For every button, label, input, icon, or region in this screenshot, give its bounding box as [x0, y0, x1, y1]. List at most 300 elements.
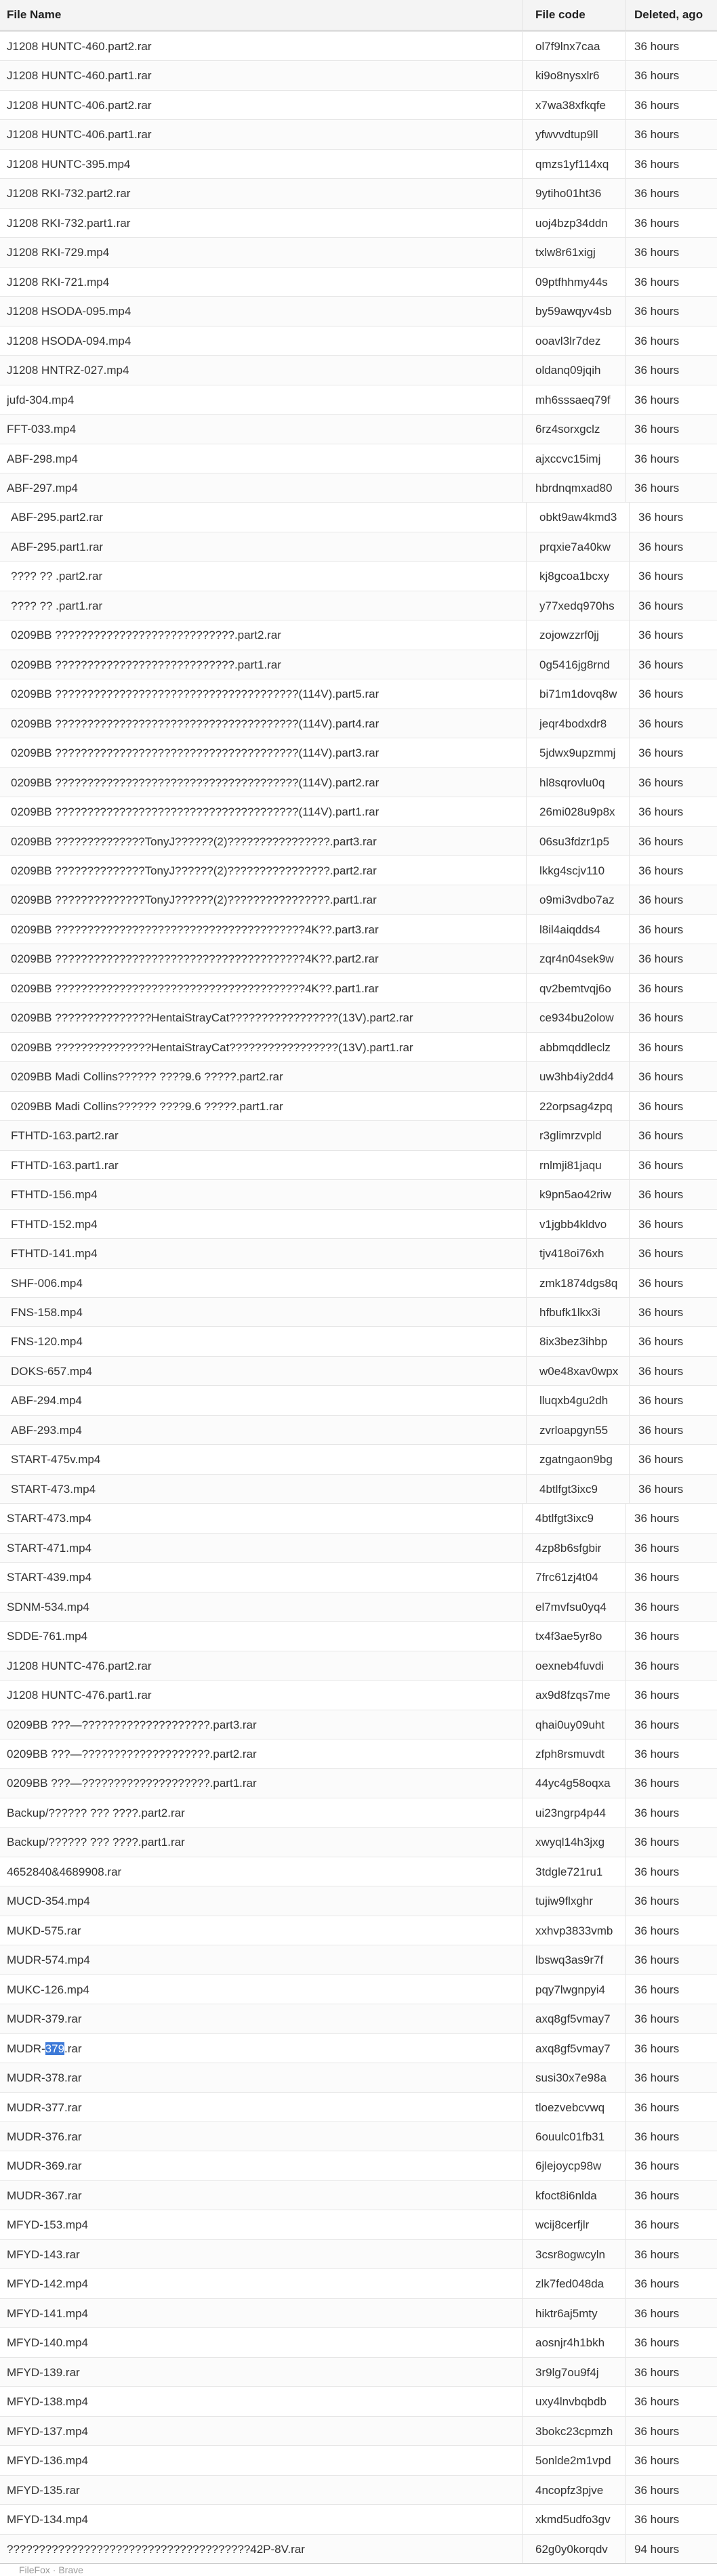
table-row[interactable] [0, 2386, 717, 2416]
table-row[interactable] [0, 208, 717, 238]
file-code-cell[interactable]: 3csr8ogwcyln [535, 2247, 605, 2261]
table-row[interactable] [0, 973, 717, 1003]
table-row[interactable] [0, 119, 717, 149]
file-name-cell[interactable]: 0209BB ???????????????????????????????????????4K??.part3.rar [11, 923, 379, 936]
column-divider [522, 2446, 523, 2475]
file-name-cell[interactable]: jufd-304.mp4 [7, 393, 75, 406]
file-name-cell[interactable]: MFYD-135.rar [7, 2483, 80, 2497]
file-name-cell[interactable]: 0209BB ??????????????TonyJ??????(2)????????????????.part3.rar [11, 835, 377, 848]
file-name-cell[interactable]: DOKS-657.mp4 [11, 1364, 92, 1378]
file-name-cell[interactable]: J1208 HUNTC-460.part1.rar [7, 69, 152, 83]
table-row[interactable] [0, 2327, 717, 2357]
file-code-cell[interactable]: ce934bu2olow [539, 1011, 614, 1025]
file-name-cell[interactable]: 0209BB ???—????????????????????.part3.rar [7, 1718, 257, 1731]
file-code-cell[interactable]: 44yc4g58oqxa [535, 1777, 611, 1790]
file-code-cell[interactable]: rnlmji81jaqu [539, 1158, 602, 1172]
file-code-cell[interactable]: qhai0uy09uht [535, 1718, 605, 1731]
file-code-cell[interactable]: bi71m1dovq8w [539, 688, 617, 701]
file-name-cell[interactable]: ABF-298.mp4 [7, 452, 78, 465]
column-divider [526, 827, 527, 856]
table-row[interactable] [0, 31, 717, 61]
file-name-cell[interactable]: MFYD-134.mp4 [7, 2513, 88, 2527]
table-row[interactable] [0, 1444, 717, 1474]
file-name-cell[interactable]: J1208 RKI-729.mp4 [7, 246, 110, 259]
column-divider [522, 444, 523, 473]
file-code-cell[interactable]: aosnjr4h1bkh [535, 2336, 605, 2350]
file-code-cell[interactable]: 9ytiho01ht36 [535, 187, 602, 200]
deleted-ago-cell: 36 hours [638, 1482, 684, 1496]
file-name-cell[interactable]: SDDE-761.mp4 [7, 1630, 88, 1643]
table-row[interactable] [0, 2504, 717, 2534]
table-row[interactable] [0, 1916, 717, 1945]
file-name-cell[interactable]: J1208 HSODA-094.mp4 [7, 334, 131, 347]
column-divider [526, 738, 527, 767]
table-row[interactable] [0, 473, 717, 503]
file-name-cell[interactable]: MUDR-376.rar [7, 2130, 82, 2144]
column-divider [526, 1180, 527, 1209]
file-code-cell[interactable]: qmzs1yf114xq [535, 157, 609, 171]
file-code-cell[interactable]: oldanq09jqih [535, 364, 601, 377]
file-name-cell[interactable]: MFYD-142.mp4 [7, 2277, 88, 2291]
file-code-cell[interactable]: qv2bemtvqj6o [539, 981, 611, 995]
file-code-cell[interactable]: 4ncopfz3pjve [535, 2483, 604, 2497]
file-code-cell[interactable]: o9mi3vdbo7az [539, 893, 615, 907]
table-row[interactable] [0, 1768, 717, 1798]
file-code-cell[interactable]: x7wa38xfkqfe [535, 98, 606, 112]
table-row[interactable] [0, 1120, 717, 1150]
file-name-cell[interactable]: MUDR-378.rar [7, 2071, 82, 2085]
file-code-cell[interactable]: hbrdnqmxad80 [535, 481, 613, 494]
column-divider [526, 503, 527, 532]
table-row[interactable] [0, 738, 717, 767]
file-code-cell[interactable]: ui23ngrp4p44 [535, 1806, 606, 1819]
table-row[interactable] [0, 1680, 717, 1710]
file-code-cell[interactable]: tloezvebcvwq [535, 2100, 605, 2114]
file-name-cell[interactable]: 0209BB ??????????????????????????????????????(114V).part1.rar [11, 805, 380, 819]
file-code-cell[interactable]: 22orpsag4zpq [539, 1099, 613, 1113]
file-name-cell[interactable]: 0209BB ??????????????????????????????????????(114V).part5.rar [11, 688, 380, 701]
file-code-cell[interactable]: 62g0y0korqdv [535, 2542, 608, 2556]
file-code-cell[interactable]: 4btlfgt3ixc9 [535, 1512, 594, 1525]
file-code-cell[interactable]: ki9o8nysxlr6 [535, 69, 600, 83]
table-row[interactable] [0, 2092, 717, 2122]
file-code-cell[interactable]: 5jdwx9upzmmj [539, 746, 616, 760]
table-row[interactable] [0, 1857, 717, 1886]
file-name-cell[interactable]: J1208 RKI-721.mp4 [7, 275, 110, 289]
table-row[interactable] [0, 1827, 717, 1857]
file-name-cell[interactable]: MFYD-143.rar [7, 2247, 80, 2261]
file-code-cell[interactable]: wcij8cerfjlr [535, 2218, 590, 2232]
file-name-cell[interactable]: MUDR-379.rar [7, 2042, 82, 2055]
table-row[interactable] [0, 267, 717, 297]
file-name-cell[interactable]: ??????????????????????????????????????42P-8V.rar [7, 2542, 305, 2556]
table-row[interactable] [0, 1474, 717, 1504]
file-code-cell[interactable]: lkkg4scjv110 [539, 864, 605, 878]
file-code-cell[interactable]: 5onlde2m1vpd [535, 2454, 611, 2468]
file-name-cell[interactable]: 0209BB ???????????????????????????????????????4K??.part1.rar [11, 981, 379, 995]
file-code-cell[interactable]: tx4f3ae5yr8o [535, 1630, 602, 1643]
file-name-cell[interactable]: J1208 HUNTC-395.mp4 [7, 157, 131, 171]
table-row[interactable] [0, 2445, 717, 2475]
file-code-cell[interactable]: zfph8rsmuvdt [535, 1747, 605, 1760]
file-name-cell[interactable]: 0209BB ??????????????TonyJ??????(2)????????????????.part2.rar [11, 864, 377, 878]
file-code-cell[interactable]: hl8sqrovlu0q [539, 776, 605, 789]
table-row[interactable] [0, 385, 717, 415]
file-name-cell[interactable]: ???? ?? .part1.rar [11, 599, 103, 612]
file-name-cell[interactable]: J1208 HUNTC-460.part2.rar [7, 40, 152, 53]
file-code-cell[interactable]: yfwvvdtup9ll [535, 128, 598, 142]
file-name-cell[interactable]: Backup/?????? ??? ????.part1.rar [7, 1836, 185, 1849]
table-row[interactable] [0, 2268, 717, 2298]
table-row[interactable] [0, 885, 717, 914]
file-code-cell[interactable]: ax9d8fzqs7me [535, 1689, 611, 1702]
file-code-cell[interactable]: w0e48xav0wpx [539, 1364, 619, 1378]
file-code-cell[interactable]: 4btlfgt3ixc9 [539, 1482, 598, 1496]
file-name-cell[interactable]: 0209BB Madi Collins?????? ????9.6 ?????.part2.rar [11, 1070, 283, 1084]
table-row[interactable] [0, 1209, 717, 1239]
table-row[interactable] [0, 1326, 717, 1356]
file-code-cell[interactable]: k9pn5ao42riw [539, 1188, 611, 1202]
file-code-cell[interactable]: 0g5416jg8rnd [539, 658, 610, 671]
column-divider [522, 1886, 523, 1916]
file-code-cell[interactable]: 7frc61zj4t04 [535, 1571, 598, 1584]
file-name-cell[interactable]: MFYD-136.mp4 [7, 2454, 88, 2468]
file-name-cell[interactable]: MUCD-354.mp4 [7, 1895, 90, 1908]
file-name-cell[interactable]: FTHTD-141.mp4 [11, 1247, 98, 1261]
file-code-cell[interactable]: kj8gcoa1bcxy [539, 570, 610, 583]
file-name-cell[interactable]: 0209BB ??????????????????????????????????????(114V).part2.rar [11, 776, 380, 789]
file-name-cell[interactable]: 0209BB Madi Collins?????? ????9.6 ?????.part1.rar [11, 1099, 283, 1113]
table-row[interactable] [0, 1739, 717, 1769]
column-divider [629, 503, 630, 532]
file-code-cell[interactable]: kfoct8i6nlda [535, 2189, 597, 2202]
table-row[interactable] [0, 591, 717, 620]
table-row[interactable] [0, 2151, 717, 2180]
col-header-file-code[interactable]: File code [535, 8, 586, 21]
file-name-cell[interactable]: FFT-033.mp4 [7, 423, 77, 436]
table-row[interactable] [0, 355, 717, 385]
table-row[interactable] [0, 1798, 717, 1828]
file-name-cell[interactable]: MFYD-139.rar [7, 2365, 80, 2379]
file-name-cell[interactable]: MUDR-379.rar [7, 2012, 82, 2026]
table-row[interactable] [0, 2475, 717, 2505]
table-row[interactable] [0, 2180, 717, 2210]
file-name-cell[interactable]: START-475v.mp4 [11, 1453, 101, 1466]
file-code-cell[interactable]: l8il4aiqdds4 [539, 923, 600, 936]
file-code-cell[interactable]: by59awqyv4sb [535, 305, 612, 318]
table-row[interactable] [0, 1710, 717, 1739]
file-code-cell[interactable]: 6rz4sorxgclz [535, 423, 600, 436]
table-row[interactable] [0, 2121, 717, 2151]
file-name-cell[interactable]: MUKC-126.mp4 [7, 1983, 89, 1996]
column-divider [625, 385, 626, 415]
file-name-cell[interactable]: MFYD-153.mp4 [7, 2218, 88, 2232]
table-row[interactable] [0, 2033, 717, 2063]
file-code-cell[interactable]: zlk7fed048da [535, 2277, 605, 2291]
table-row[interactable] [0, 237, 717, 267]
table-row[interactable] [0, 149, 717, 179]
table-row[interactable] [0, 1533, 717, 1563]
file-code-cell[interactable]: xwyql14h3jxg [535, 1836, 605, 1849]
file-code-cell[interactable]: ol7f9lnx7caa [535, 40, 600, 53]
table-row[interactable] [0, 2416, 717, 2446]
file-code-cell[interactable]: abbmqddleclz [539, 1040, 611, 1054]
file-code-cell[interactable]: xkmd5udfo3gv [535, 2513, 611, 2527]
column-divider [625, 356, 626, 385]
file-name-cell[interactable]: ABF-295.part1.rar [11, 540, 104, 553]
table-row[interactable] [0, 2298, 717, 2328]
file-code-cell[interactable]: el7mvfsu0yq4 [535, 1600, 607, 1613]
deleted-ago-cell: 36 hours [634, 2306, 680, 2320]
table-row[interactable] [0, 2534, 717, 2564]
table-row[interactable] [0, 502, 717, 532]
deleted-ago-cell: 36 hours [638, 1217, 684, 1231]
file-name-cell[interactable]: FTHTD-156.mp4 [11, 1188, 98, 1202]
file-code-cell[interactable]: zgatngaon9bg [539, 1453, 613, 1466]
deleted-ago-cell: 36 hours [638, 1364, 684, 1378]
file-name-cell[interactable]: 0209BB ??????????????TonyJ??????(2)????????????????.part1.rar [11, 893, 377, 907]
table-row[interactable] [0, 561, 717, 591]
file-name-cell[interactable]: J1208 RKI-732.part2.rar [7, 187, 131, 200]
file-name-cell[interactable]: 0209BB ??????????????????????????????????????(114V).part3.rar [11, 746, 380, 760]
table-row[interactable] [0, 1975, 717, 2004]
table-row[interactable] [0, 60, 717, 90]
table-row[interactable] [0, 1562, 717, 1592]
table-row[interactable] [0, 1032, 717, 1062]
file-name-cell[interactable]: FNS-158.mp4 [11, 1306, 83, 1319]
file-code-cell[interactable]: tujiw9flxghr [535, 1895, 594, 1908]
table-row[interactable] [0, 1945, 717, 1975]
file-name-cell[interactable]: MUDR-367.rar [7, 2189, 82, 2202]
file-name-cell[interactable]: 4652840&4689908.rar [7, 1865, 122, 1878]
file-name-cell[interactable]: MFYD-141.mp4 [7, 2306, 88, 2320]
file-code-cell[interactable]: lbswq3as9r7f [535, 1954, 604, 1967]
file-name-cell[interactable]: MUDR-574.mp4 [7, 1954, 90, 1967]
table-row[interactable] [0, 444, 717, 473]
file-name-cell[interactable]: 0209BB ????????????????????????????.part1.rar [11, 658, 281, 671]
file-name-cell[interactable]: 0209BB ????????????????????????????.part2.rar [11, 629, 281, 642]
table-row[interactable] [0, 1621, 717, 1651]
file-code-cell[interactable]: uxy4lnvbqbdb [535, 2395, 607, 2409]
file-code-cell[interactable]: pqy7lwgnpyi4 [535, 1983, 606, 1996]
file-name-cell[interactable]: J1208 HUNTC-476.part2.rar [7, 1659, 152, 1672]
file-code-cell[interactable]: susi30x7e98a [535, 2071, 607, 2085]
file-name-cell[interactable]: 0209BB ???—????????????????????.part1.rar [7, 1777, 257, 1790]
table-row[interactable] [0, 414, 717, 444]
column-divider [629, 679, 630, 709]
column-divider [625, 1681, 626, 1710]
deleted-ago-cell: 36 hours [634, 2130, 680, 2144]
file-name-cell[interactable]: J1208 HUNTC-406.part2.rar [7, 98, 152, 112]
table-row[interactable] [0, 650, 717, 679]
table-row[interactable] [0, 1503, 717, 1533]
file-code-cell[interactable]: 3bokc23cpmzh [535, 2424, 613, 2438]
file-name-cell[interactable]: MUDR-369.rar [7, 2159, 82, 2173]
file-code-cell[interactable]: 4zp8b6sfgbir [535, 1541, 602, 1555]
table-row[interactable] [0, 856, 717, 885]
file-code-cell[interactable]: 06su3fdzr1p5 [539, 835, 610, 848]
column-divider [522, 1945, 523, 1975]
table-row[interactable] [0, 2004, 717, 2033]
file-code-cell[interactable]: hiktr6aj5mty [535, 2306, 598, 2320]
column-divider [629, 1033, 630, 1062]
table-row[interactable] [0, 797, 717, 826]
file-name-cell[interactable]: FTHTD-163.part1.rar [11, 1158, 119, 1172]
file-name-cell[interactable]: START-471.mp4 [7, 1541, 92, 1555]
file-code-cell[interactable]: prqxie7a40kw [539, 540, 611, 553]
column-divider [629, 1210, 630, 1239]
file-name-cell[interactable]: MFYD-137.mp4 [7, 2424, 88, 2438]
file-code-cell[interactable]: r3glimrzvpld [539, 1129, 602, 1143]
file-name-cell[interactable]: SDNM-534.mp4 [7, 1600, 89, 1613]
table-row[interactable] [0, 1297, 717, 1327]
file-code-cell[interactable]: 3tdgle721ru1 [535, 1865, 603, 1878]
file-name-cell[interactable]: ???? ?? .part2.rar [11, 570, 103, 583]
column-divider [629, 1357, 630, 1386]
file-code-cell[interactable]: 6ouulc01fb31 [535, 2130, 605, 2144]
file-code-cell[interactable]: 3r9lg7ou9f4j [535, 2365, 599, 2379]
table-row[interactable] [0, 1651, 717, 1681]
deleted-ago-cell: 36 hours [634, 1659, 680, 1672]
file-code-cell[interactable]: hfbufk1lkx3i [539, 1306, 600, 1319]
table-row[interactable] [0, 2239, 717, 2269]
file-code-cell[interactable]: 26mi028u9p8x [539, 805, 615, 819]
file-code-cell[interactable]: ooavl3lr7dez [535, 334, 601, 347]
file-name-cell[interactable]: MUDR-377.rar [7, 2100, 82, 2114]
file-name-cell[interactable]: J1208 HUNTC-476.part1.rar [7, 1689, 152, 1702]
deleted-ago-cell: 36 hours [634, 305, 680, 318]
file-code-cell[interactable]: axq8gf5vmay7 [535, 2042, 611, 2055]
table-row[interactable] [0, 532, 717, 562]
file-code-cell[interactable]: 09ptfhhmy44s [535, 275, 608, 289]
table-row[interactable] [0, 1061, 717, 1091]
table-row[interactable] [0, 679, 717, 709]
table-row[interactable] [0, 1415, 717, 1445]
file-code-cell[interactable]: ajxccvc15imj [535, 452, 601, 465]
table-row[interactable] [0, 296, 717, 326]
file-code-cell[interactable]: mh6sssaeq79f [535, 393, 611, 406]
deleted-ago-cell: 36 hours [634, 2365, 680, 2379]
deleted-ago-cell: 36 hours [634, 2218, 680, 2232]
table-row[interactable] [0, 767, 717, 797]
file-name-cell[interactable]: 0209BB ???—????????????????????.part2.rar [7, 1747, 257, 1760]
file-name-cell[interactable]: ABF-297.mp4 [7, 481, 78, 494]
table-row[interactable] [0, 1886, 717, 1916]
table-row[interactable] [0, 1356, 717, 1386]
table-row[interactable] [0, 1091, 717, 1121]
file-code-cell[interactable]: zmk1874dgs8q [539, 1276, 618, 1290]
column-divider [629, 591, 630, 620]
deleted-ago-cell: 36 hours [634, 187, 680, 200]
column-divider [522, 120, 523, 149]
file-name-cell[interactable]: 0209BB ???????????????HentaiStrayCat?????????????????(13V).part2.rar [11, 1011, 413, 1025]
table-row[interactable] [0, 620, 717, 650]
file-code-cell[interactable]: 6jlejoycp98w [535, 2159, 602, 2173]
table-row[interactable] [0, 2063, 717, 2092]
column-divider [522, 61, 523, 90]
file-name-cell[interactable]: J1208 RKI-732.part1.rar [7, 216, 131, 230]
file-name-cell[interactable]: START-473.mp4 [11, 1482, 96, 1496]
file-code-cell[interactable]: uoj4bzp34ddn [535, 216, 608, 230]
table-row[interactable] [0, 2210, 717, 2239]
file-code-cell[interactable]: oexneb4fuvdi [535, 1659, 605, 1672]
file-code-cell[interactable]: v1jgbb4kldvo [539, 1217, 607, 1231]
column-divider [522, 1592, 523, 1622]
file-name-cell[interactable]: 0209BB ??????????????????????????????????????(114V).part4.rar [11, 717, 380, 730]
file-name-cell[interactable]: FTHTD-163.part2.rar [11, 1129, 119, 1143]
file-name-cell[interactable]: START-439.mp4 [7, 1571, 92, 1584]
file-code-cell[interactable]: zqr4n04sek9w [539, 952, 614, 966]
table-row[interactable] [0, 2357, 717, 2387]
column-divider [625, 2387, 626, 2416]
col-header-file-name[interactable]: File Name [7, 8, 62, 21]
table-row[interactable] [0, 90, 717, 120]
file-name-cell[interactable]: 0209BB ???????????????HentaiStrayCat?????????????????(13V).part1.rar [11, 1040, 413, 1054]
file-code-cell[interactable]: uw3hb4iy2dd4 [539, 1070, 614, 1084]
file-code-cell[interactable]: lluqxb4gu2dh [539, 1394, 609, 1408]
file-code-cell[interactable]: zojowzzrf0jj [539, 629, 599, 642]
file-name-cell[interactable]: ABF-293.mp4 [11, 1423, 82, 1437]
table-row[interactable] [0, 709, 717, 738]
deleted-ago-cell: 36 hours [634, 2159, 680, 2173]
table-row[interactable] [0, 1179, 717, 1209]
column-divider [625, 1534, 626, 1563]
table-row[interactable] [0, 1592, 717, 1622]
file-name-cell[interactable]: START-473.mp4 [7, 1512, 92, 1525]
table-row[interactable] [0, 1268, 717, 1298]
file-name-cell[interactable]: MUKD-575.rar [7, 1924, 81, 1937]
table-row[interactable] [0, 1385, 717, 1415]
file-name-cell[interactable]: FTHTD-152.mp4 [11, 1217, 98, 1231]
deleted-ago-cell: 36 hours [634, 40, 680, 53]
file-name-cell[interactable]: MFYD-140.mp4 [7, 2336, 88, 2350]
file-code-cell[interactable]: axq8gf5vmay7 [535, 2012, 611, 2026]
table-row[interactable] [0, 1238, 717, 1268]
file-code-cell[interactable]: y77xedq970hs [539, 599, 615, 612]
file-name-cell[interactable]: J1208 HNTRZ-027.mp4 [7, 364, 129, 377]
file-code-cell[interactable]: jeqr4bodxdr8 [539, 717, 607, 730]
file-code-cell[interactable]: tjv418oi76xh [539, 1247, 605, 1261]
table-row[interactable] [0, 1150, 717, 1180]
file-code-cell[interactable]: txlw8r61xigj [535, 246, 596, 259]
table-row[interactable] [0, 914, 717, 944]
file-code-cell[interactable]: zvrloapgyn55 [539, 1423, 609, 1437]
file-code-cell[interactable]: obkt9aw4kmd3 [539, 511, 617, 524]
file-name-cell[interactable]: MFYD-138.mp4 [7, 2395, 88, 2409]
column-divider [625, 2063, 626, 2092]
table-row[interactable] [0, 326, 717, 356]
table-row[interactable] [0, 826, 717, 856]
file-name-cell[interactable]: ABF-294.mp4 [11, 1394, 82, 1408]
file-name-cell[interactable]: J1208 HSODA-095.mp4 [7, 305, 131, 318]
table-row[interactable] [0, 1002, 717, 1032]
column-divider [522, 2034, 523, 2063]
file-code-cell[interactable]: 8ix3bez3ihbp [539, 1335, 608, 1349]
table-row[interactable] [0, 178, 717, 208]
file-name-cell[interactable]: ABF-295.part2.rar [11, 511, 104, 524]
file-name-cell[interactable]: SHF-006.mp4 [11, 1276, 83, 1290]
column-divider [625, 120, 626, 149]
column-divider [522, 2358, 523, 2387]
file-name-cell[interactable]: J1208 HUNTC-406.part1.rar [7, 128, 152, 142]
file-name-cell[interactable]: FNS-120.mp4 [11, 1335, 83, 1349]
deleted-ago-cell: 36 hours [638, 1247, 684, 1261]
table-row[interactable] [0, 944, 717, 973]
file-name-cell[interactable]: 0209BB ???????????????????????????????????????4K??.part2.rar [11, 952, 379, 966]
col-header-deleted-ago[interactable]: Deleted, ago [634, 8, 703, 21]
file-code-cell[interactable]: xxhvp3833vmb [535, 1924, 613, 1937]
file-name-cell[interactable]: Backup/?????? ??? ????.part2.rar [7, 1806, 185, 1819]
